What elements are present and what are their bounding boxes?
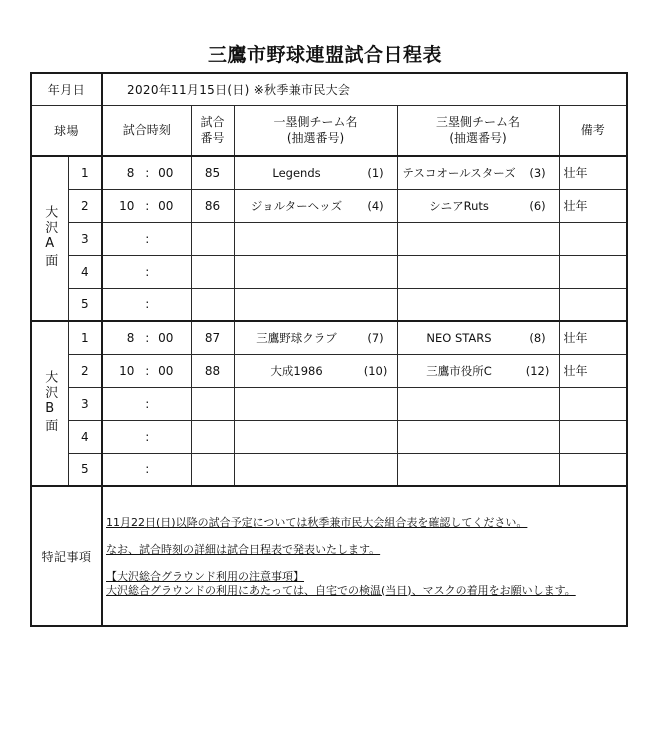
header-time: 試合時刻 — [102, 105, 191, 156]
match-time — [102, 156, 191, 189]
first-base-team-cell — [234, 387, 397, 420]
time-minute: 00 — [158, 198, 174, 213]
schedule-row — [31, 420, 627, 453]
match-time — [102, 453, 191, 486]
remarks: 壮年 — [559, 321, 627, 354]
row-number: 1 — [68, 321, 102, 354]
match-time — [102, 222, 191, 255]
remarks — [559, 288, 627, 321]
header-first-base-line1: 一塁側チーム名 — [273, 115, 358, 130]
first-base-team-cell — [234, 453, 397, 486]
remarks: 壮年 — [559, 354, 627, 387]
third-base-team-name: シニアRuts — [429, 198, 489, 213]
match-time — [102, 321, 191, 354]
header-game-number — [191, 105, 234, 156]
third-base-lottery-number: (6) — [529, 198, 546, 213]
third-base-team-cell — [397, 288, 559, 321]
row-number: 5 — [68, 453, 102, 486]
first-base-team-cell — [234, 156, 397, 189]
first-base-team-cell — [234, 189, 397, 222]
remarks: 壮年 — [559, 156, 627, 189]
third-base-team-cell — [397, 189, 559, 222]
note-line: 大沢総合グラウンドの利用にあたっては、自宅での検温(当日)、マスクの着用をお願いします。 — [106, 583, 576, 597]
third-base-lottery-number: (12) — [525, 363, 550, 378]
row-number: 2 — [68, 354, 102, 387]
third-base-team-cell — [397, 222, 559, 255]
first-base-team-cell — [234, 255, 397, 288]
header-field: 球場 — [31, 105, 102, 156]
header-third-base — [397, 105, 559, 156]
header-third-base-line2: (抽選番号) — [449, 131, 507, 146]
time-separator: : — [145, 462, 150, 477]
header-game-number-line1: 試合 — [200, 115, 225, 130]
time-hour: 8 — [126, 330, 135, 345]
header-first-base — [234, 105, 397, 156]
first-base-team-cell — [234, 222, 397, 255]
time-minute: 00 — [158, 330, 174, 345]
header-row — [31, 105, 627, 156]
time-separator: : — [145, 165, 150, 180]
field-name: 大沢B面 — [42, 370, 58, 434]
row-number: 5 — [68, 288, 102, 321]
header-first-base-line2: (抽選番号) — [286, 131, 345, 146]
third-base-team-cell — [397, 354, 559, 387]
schedule-row — [31, 387, 627, 420]
schedule-row — [31, 156, 627, 189]
game-number: 85 — [191, 156, 234, 189]
note-line: 【大沢総合グラウンド利用の注意事項】 — [106, 570, 305, 583]
match-time — [102, 354, 191, 387]
remarks — [559, 387, 627, 420]
time-separator: : — [145, 363, 150, 378]
game-number: 86 — [191, 189, 234, 222]
row-number: 1 — [68, 156, 102, 189]
first-base-team-name: ジョルターヘッズ — [250, 198, 343, 213]
time-separator: : — [145, 330, 150, 345]
schedule-row — [31, 321, 627, 354]
first-base-team-cell — [234, 354, 397, 387]
time-separator: : — [145, 297, 150, 312]
date-value: 2020年11月15日(日) ※秋季兼市民大会 — [102, 73, 627, 105]
row-number: 3 — [68, 387, 102, 420]
remarks: 壮年 — [559, 189, 627, 222]
game-number — [191, 222, 234, 255]
match-time — [102, 255, 191, 288]
note-line: なお、試合時刻の詳細は試合日程表で発表いたします。 — [106, 543, 381, 556]
first-base-team-cell — [234, 288, 397, 321]
header-third-base-line1: 三塁側チーム名 — [436, 115, 521, 130]
match-time — [102, 189, 191, 222]
time-hour: 8 — [126, 165, 135, 180]
first-base-team-name: 三鷹野球クラブ — [256, 330, 337, 345]
third-base-team-cell — [397, 453, 559, 486]
third-base-team-name: NEO STARS — [426, 330, 492, 345]
schedule-table — [30, 72, 628, 627]
schedule-row — [31, 354, 627, 387]
third-base-team-cell — [397, 387, 559, 420]
game-number — [191, 288, 234, 321]
third-base-team-cell — [397, 156, 559, 189]
game-number: 88 — [191, 354, 234, 387]
time-hour: 10 — [119, 363, 135, 378]
header-remarks: 備考 — [559, 105, 627, 156]
third-base-team-name: 三鷹市役所C — [426, 363, 492, 378]
third-base-team-cell — [397, 255, 559, 288]
time-minute: 00 — [158, 165, 174, 180]
row-number: 2 — [68, 189, 102, 222]
remarks — [559, 453, 627, 486]
row-number: 4 — [68, 420, 102, 453]
remarks — [559, 222, 627, 255]
first-base-lottery-number: (7) — [367, 330, 384, 345]
notes-body — [102, 486, 627, 626]
schedule-row — [31, 255, 627, 288]
game-number — [191, 387, 234, 420]
time-hour: 10 — [119, 198, 135, 213]
field-name-cell — [31, 321, 68, 486]
document-title: 三鷹市野球連盟試合日程表 — [207, 44, 442, 66]
date-row — [31, 73, 627, 105]
first-base-team-name: Legends — [272, 165, 321, 180]
match-time — [102, 288, 191, 321]
row-number: 3 — [68, 222, 102, 255]
schedule-row — [31, 288, 627, 321]
field-name: 大沢A面 — [42, 205, 58, 269]
notes-row — [31, 486, 627, 626]
schedule-row — [31, 189, 627, 222]
game-number — [191, 420, 234, 453]
game-number: 87 — [191, 321, 234, 354]
first-base-lottery-number: (1) — [367, 165, 384, 180]
third-base-lottery-number: (3) — [529, 165, 546, 180]
first-base-lottery-number: (10) — [363, 363, 388, 378]
first-base-lottery-number: (4) — [367, 198, 384, 213]
remarks — [559, 420, 627, 453]
match-time — [102, 420, 191, 453]
notes-label: 特記事項 — [31, 486, 102, 626]
field-name-cell — [31, 156, 68, 321]
header-game-number-line2: 番号 — [200, 131, 225, 146]
first-base-team-cell — [234, 321, 397, 354]
first-base-team-cell — [234, 420, 397, 453]
row-number: 4 — [68, 255, 102, 288]
time-separator: : — [145, 429, 150, 444]
note-line: 11月22日(日)以降の試合予定については秋季兼市民大会組合表を確認してください。 — [106, 516, 528, 529]
schedule-row — [31, 222, 627, 255]
third-base-lottery-number: (8) — [529, 330, 546, 345]
third-base-team-name: テスコオールスターズ — [402, 165, 516, 180]
date-label: 年月日 — [31, 73, 102, 105]
third-base-team-cell — [397, 420, 559, 453]
first-base-team-name: 大成1986 — [270, 363, 323, 378]
game-number — [191, 255, 234, 288]
time-minute: 00 — [158, 363, 174, 378]
schedule-row — [31, 453, 627, 486]
match-time — [102, 387, 191, 420]
time-separator: : — [145, 396, 150, 411]
third-base-team-cell — [397, 321, 559, 354]
game-number — [191, 453, 234, 486]
remarks — [559, 255, 627, 288]
time-separator: : — [145, 198, 150, 213]
time-separator: : — [145, 264, 150, 279]
time-separator: : — [145, 231, 150, 246]
